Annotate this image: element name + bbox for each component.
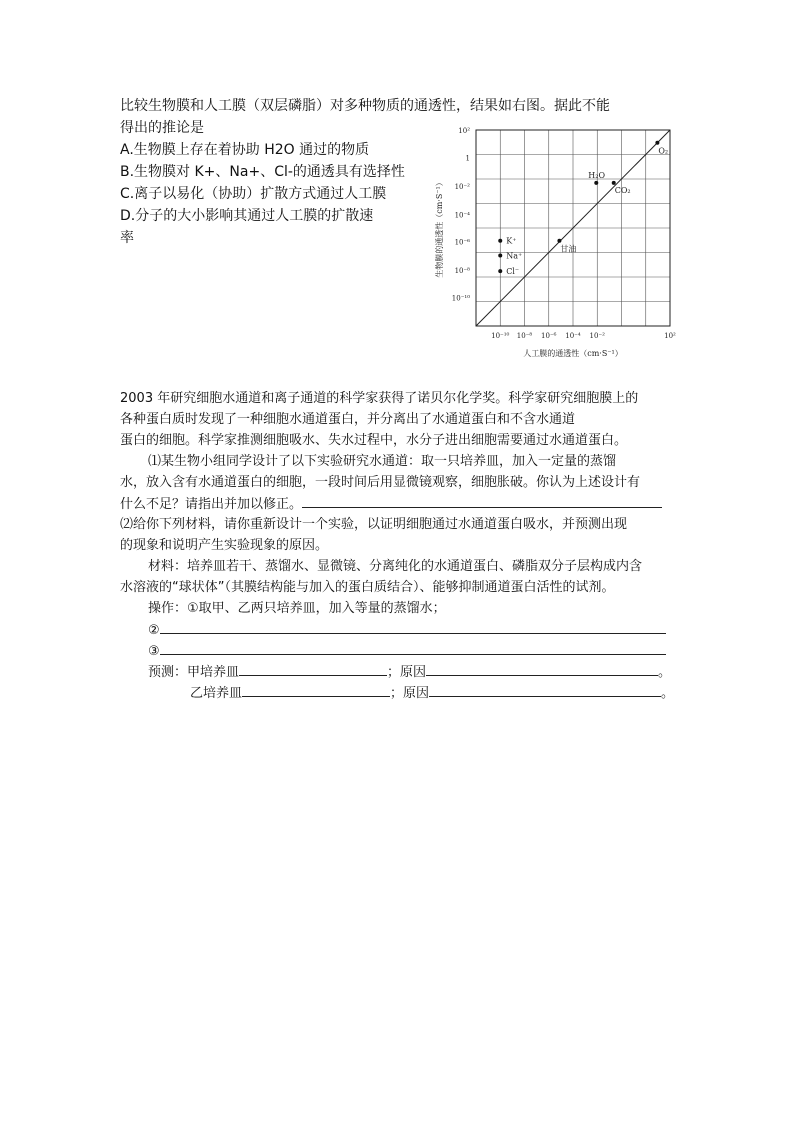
x-tick-label: 10⁻⁶ xyxy=(541,332,557,340)
q2-operation-3 xyxy=(148,640,666,663)
q1-option-c: C.离子以易化（协助）扩散方式通过人工膜 xyxy=(120,186,387,202)
prediction-2-end: 。 xyxy=(661,686,675,701)
answer-blank-reason-1[interactable] xyxy=(426,661,658,676)
data-point-label: O₂ xyxy=(658,146,669,156)
prediction-2-reason-label: ；原因 xyxy=(390,686,430,701)
x-tick-label: 10⁻² xyxy=(589,332,605,340)
q2-operation-3-label: ③ xyxy=(148,644,160,659)
q2-part1-line3-text: 什么不足？请指出并加以修正。 xyxy=(120,497,303,512)
data-point xyxy=(594,181,598,185)
x-axis-label: 人工膜的通透性（cm·S⁻¹） xyxy=(523,349,623,358)
q2-operation-1: 操作：①取甲、乙两只培养皿，加入等量的蒸馏水； xyxy=(148,601,446,616)
q2-intro-line1: 2003 年研究细胞水通道和离子通道的科学家获得了诺贝尔化学奖。科学家研究细胞膜上的 xyxy=(120,391,639,406)
q2-part1-line1: ⑴某生物小组同学设计了以下实验研究水通道：取一只培养皿，加入一定量的蒸馏 xyxy=(148,454,617,469)
y-tick-label: 10⁻² xyxy=(454,182,470,191)
q1-option-d: D.分子的大小影响其通过人工膜的扩散速 xyxy=(120,208,374,224)
y-tick-label: 10⁻¹⁰ xyxy=(451,294,470,303)
data-point-label: Na⁺ xyxy=(506,251,523,261)
y-tick-label: 10² xyxy=(458,127,470,135)
q1-option-d-cont: 率 xyxy=(120,230,134,246)
data-point-label: H₂O xyxy=(588,170,606,180)
prediction-1-reason-label: ；原因 xyxy=(387,665,427,680)
permeability-chart xyxy=(428,120,698,370)
q1-option-a: A.生物膜上存在着协助 H2O 通过的物质 xyxy=(120,142,370,158)
chart-axes xyxy=(434,127,676,358)
x-tick-label: 10⁻⁴ xyxy=(565,332,581,340)
q2-intro-line2: 各种蛋白质时发现了一种细胞水通道蛋白，并分离出了水通道蛋白和不含水通道 xyxy=(120,412,576,427)
data-point xyxy=(498,269,502,273)
data-point xyxy=(655,141,659,145)
x-tick-label: 10² xyxy=(664,332,676,340)
data-point-label: Cl⁻ xyxy=(506,267,520,277)
prediction-1-end: 。 xyxy=(658,665,672,680)
q2-prediction-2 xyxy=(190,682,674,705)
y-tick-label: 10⁻⁶ xyxy=(454,238,470,247)
q1-option-b: B.生物膜对 K+、Na+、Cl-的通透具有选择性 xyxy=(120,164,405,180)
q1-stem-line2: 得出的推论是 xyxy=(120,120,204,136)
q2-intro-line3: 蛋白的细胞。科学家推测细胞吸水、失水过程中，水分子进出细胞需要通过水通道蛋白。 xyxy=(120,433,628,448)
x-tick-label: 10⁻⁸ xyxy=(516,332,533,340)
q1-stem-line1: 比较生物膜和人工膜（双层磷脂）对多种物质的通透性，结果如右图。据此不能 xyxy=(120,98,610,114)
y-tick-label: 10⁻⁸ xyxy=(454,267,470,276)
q2-materials-line1: 材料：培养皿若干、蒸馏水、显微镜、分离纯化的水通道蛋白、磷脂双分子层构成内含 xyxy=(148,559,643,574)
answer-blank-prediction-1[interactable] xyxy=(239,661,387,676)
answer-blank-operation-3[interactable] xyxy=(160,640,666,655)
data-point xyxy=(498,253,502,257)
q2-part2-line2: 的现象和说明产生实验现象的原因。 xyxy=(120,538,329,553)
answer-blank-reason-2[interactable] xyxy=(429,682,661,697)
prediction-2-label: 乙培养皿 xyxy=(190,686,243,701)
y-tick-label: 10⁻⁴ xyxy=(454,211,470,220)
q2-part1-line2: 水，放入含有水通道蛋白的细胞，一段时间后用显微镜观察，细胞胀破。你认为上述设计有 xyxy=(120,475,641,490)
data-point xyxy=(557,239,561,243)
answer-blank-operation-2[interactable] xyxy=(160,619,666,634)
answer-blank-prediction-2[interactable] xyxy=(242,682,390,697)
prediction-1-label: 预测：甲培养皿 xyxy=(148,665,240,680)
data-point xyxy=(612,181,616,185)
data-point-label: CO₂ xyxy=(614,185,631,195)
q2-operation-2 xyxy=(148,619,666,642)
y-axis-label: 生物膜的通透性（cm·S⁻¹） xyxy=(435,178,444,278)
q2-part2-line1: ⑵给你下列材料，请你重新设计一个实验，以证明细胞通过水通道蛋白吸水，并预测出现 xyxy=(120,517,628,532)
q2-materials-line2: 水溶液的“球状体”（其膜结构能与加入的蛋白质结合）、能够抑制通道蛋白活性的试剂。 xyxy=(120,580,615,595)
data-point-label: 甘油 xyxy=(560,244,577,254)
answer-blank-part1[interactable] xyxy=(302,493,662,508)
q2-part1-line3 xyxy=(120,493,662,516)
y-tick-label: 1 xyxy=(465,154,470,163)
data-point xyxy=(498,239,502,243)
x-tick-label: 10⁻¹⁰ xyxy=(491,332,510,340)
q2-operation-2-label: ② xyxy=(148,623,160,638)
q2-prediction-1 xyxy=(148,661,671,684)
data-point-label: K⁺ xyxy=(506,236,517,246)
